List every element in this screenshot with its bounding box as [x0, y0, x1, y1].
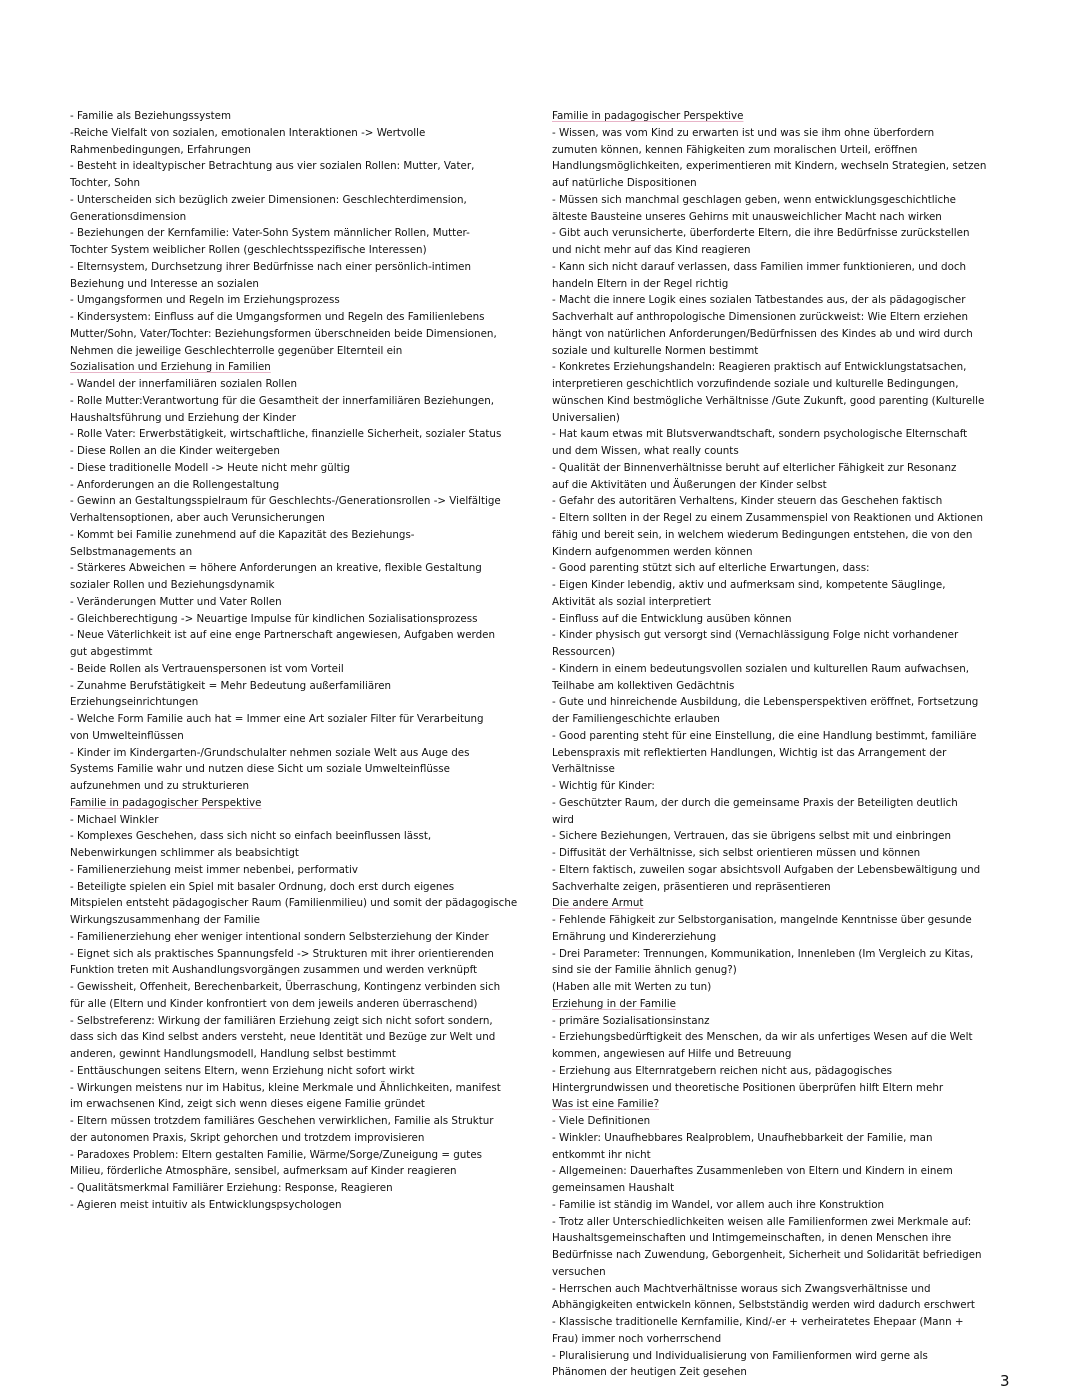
text-line: - Qualität der Binnenverhältnisse beruht auf elterlicher Fähigkeit zur Resonanz: [552, 461, 957, 474]
text-line: - Viele Definitionen: [552, 1115, 651, 1127]
text-line: - Zunahme Berufstätigkeit = Mehr Bedeutung außerfamiliären: [70, 679, 392, 692]
text-line: - Besteht in idealtypischer Betrachtung aus vier sozialen Rollen: Mutter, Vater,: [70, 160, 475, 173]
page-number: 3: [1000, 1372, 1010, 1390]
text-line: Haushaltsführung und Erziehung der Kinder: [70, 411, 297, 424]
section-heading: Erziehung in der Familie: [552, 997, 676, 1010]
text-line: - Beziehungen der Kernfamilie: Vater-Sohn System männlicher Rollen, Mutter-: [70, 227, 470, 240]
text-line: - Konkretes Erziehungshandeln: Reagieren praktisch auf Entwicklungstatsachen,: [552, 361, 967, 374]
text-line: - Neue Väterlichkeit ist auf eine enge Partnerschaft angewiesen, Aufgaben werden: [70, 629, 495, 642]
text-line: gut abgestimmt: [70, 646, 153, 658]
text-line: - Gleichberechtigung -> Neuartige Impulse für kindlichen Sozialisationsprozess: [70, 612, 478, 625]
text-line: Verhaltensoptionen, aber auch Verunsicherungen: [70, 512, 325, 524]
text-line: - Eltern sollten in der Regel zu einem Zusammenspiel von Reaktionen und Aktionen: [552, 512, 983, 524]
text-line: - Pluralisierung und Individualisierung von Familienformen wird gerne als: [552, 1349, 928, 1362]
text-line: - primäre Sozialisationsinstanz: [552, 1014, 710, 1027]
text-line: - Beteiligte spielen ein Spiel mit basaler Ordnung, doch erst durch eigenes: [70, 880, 455, 893]
text-line: - Kinder im Kindergarten-/Grundschulalter nehmen soziale Welt aus Auge des: [70, 746, 470, 759]
section-heading: Familie in padagogischer Perspektive: [70, 796, 262, 809]
text-line: Tochter, Sohn: [70, 177, 141, 189]
text-line: Abhängigkeiten entwickeln können, Selbstständig werden wird dadurch erschwert: [552, 1299, 975, 1312]
text-line: der Familiengeschichte erlauben: [552, 713, 720, 725]
text-line: - Wissen, was vom Kind zu erwarten ist und was sie ihm ohne überfordern: [552, 126, 935, 139]
text-line: - Gute und hinreichende Ausbildung, die Lebensperspektiven eröffnet, Fortsetzung: [552, 696, 979, 709]
text-line: aufzunehmen und zu strukturieren: [70, 780, 249, 792]
text-line: handeln Eltern in der Regel richtig: [552, 277, 729, 290]
text-line: - Kindersystem: Einfluss auf die Umgangsformen und Regeln des Familienlebens: [70, 311, 485, 323]
text-line: interpretieren geschichtlich vorzufindende soziale und kulturelle Bedingungen,: [552, 378, 959, 390]
text-line: und nicht mehr auf das Kind reagieren: [552, 244, 751, 256]
text-line: (Haben alle mit Werten zu tun): [552, 981, 712, 993]
text-line: Selbstmanagements an: [70, 545, 193, 558]
text-line: soziale und kulturelle Normen bestimmt: [552, 344, 759, 357]
text-line: - Eignet sich als praktisches Spannungsfeld -> Strukturen mit ihrer orientierenden: [70, 947, 494, 960]
text-line: auf natürliche Dispositionen: [552, 177, 697, 189]
text-line: - Selbstreferenz: Wirkung der familiären Erziehung zeigt sich nicht sofort sondern,: [70, 1014, 493, 1027]
text-line: - Michael Winkler: [70, 813, 159, 826]
text-line: von Umwelteinflüssen: [70, 729, 184, 742]
text-line: - Allgemeinen: Dauerhaftes Zusammenleben von Eltern und Kindern in einem: [552, 1165, 953, 1178]
text-line: - Hat kaum etwas mit Blutsverwandtschaft, sondern psychologische Elternschaft: [552, 428, 968, 441]
text-line: - Erziehung aus Elternratgebern reichen nicht aus, pädagogisches: [552, 1064, 893, 1077]
text-line: - Fehlende Fähigkeit zur Selbstorganisation, mangelnde Kenntnisse über gesunde: [552, 914, 972, 926]
text-line: - Familienerziehung eher weniger intentional sondern Selbsterziehung der Kinder: [70, 930, 489, 943]
text-line: - Winkler: Unaufhebbares Realproblem, Unaufhebbarkeit der Familie, man: [552, 1131, 933, 1144]
text-line: Bedürfnisse nach Zuwendung, Geborgenheit, Sicherheit und Solidarität befriedigen: [552, 1249, 982, 1261]
text-line: - Familie ist ständig im Wandel, vor allem auch ihre Konstruktion: [552, 1198, 885, 1211]
section-heading: Was ist eine Familie?: [552, 1098, 660, 1111]
text-line: - Veränderungen Mutter und Vater Rollen: [70, 595, 282, 608]
text-line: Erziehungseinrichtungen: [70, 696, 199, 709]
text-line: - Anforderungen an die Rollengestaltung: [70, 478, 280, 491]
text-line: - Beide Rollen als Vertrauenspersonen ist vom Vorteil: [70, 662, 344, 675]
text-line: - Umgangsformen und Regeln im Erziehungsprozess: [70, 294, 340, 307]
text-line: dass sich das Kind selbst anders versteht, neue Identität und Bezüge zur Welt und: [70, 1031, 496, 1044]
text-line: - Wichtig für Kinder:: [552, 780, 655, 792]
text-line: - Familienerziehung meist immer nebenbei, performativ: [70, 863, 358, 876]
text-line: - Stärkeres Abweichen = höhere Anforderungen an kreative, flexible Gestaltung: [70, 562, 482, 575]
section-heading: Die andere Armut: [552, 897, 644, 910]
text-line: auf die Aktivitäten und Äußerungen der Kinder selbst: [552, 478, 827, 491]
text-line: Sachverhalte zeigen, präsentieren und repräsentieren: [552, 880, 831, 893]
text-line: - Enttäuschungen seitens Eltern, wenn Erziehung nicht sofort wirkt: [70, 1064, 415, 1077]
text-line: Ernährung und Kindererziehung: [552, 930, 717, 943]
text-line: - Komplexes Geschehen, dass sich nicht so einfach beeinflussen lässt,: [70, 830, 432, 843]
text-line: im erwachsenen Kind, zeigt sich wenn dieses eigene Familie gründet: [70, 1098, 425, 1111]
text-line: - Eltern faktisch, zuweilen sogar absichtsvoll Aufgaben der Lebensbewältigung und: [552, 863, 981, 876]
text-line: - Kann sich nicht darauf verlassen, dass Familien immer funktionieren, und doch: [552, 260, 967, 273]
text-line: Wirkungszusammenhang der Familie: [70, 914, 260, 926]
text-line: Nebenwirkungen schlimmer als beabsichtigt: [70, 847, 299, 859]
text-line: - Diese traditionelle Modell -> Heute nicht mehr gültig: [70, 461, 351, 474]
text-line: Kindern aufgenommen werden können: [552, 545, 753, 558]
text-line: - Sichere Beziehungen, Vertrauen, das sie übrigens selbst mit und einbringen: [552, 830, 951, 843]
text-line: - Erziehungsbedürftigkeit des Menschen, da wir als unfertiges Wesen auf die Welt: [552, 1031, 973, 1044]
text-line: - Müssen sich manchmal geschlagen geben, wenn entwicklungsgeschichtliche: [552, 193, 957, 206]
text-line: - Qualitätsmerkmal Familiärer Erziehung: Response, Reagieren: [70, 1182, 393, 1194]
text-line: Systems Familie wahr und nutzen diese Sicht um soziale Umwelteinflüsse: [70, 763, 450, 776]
text-line: - Einfluss auf die Entwicklung ausüben können: [552, 612, 792, 625]
text-line: sozialer Rollen und Beziehungsdynamik: [70, 579, 275, 591]
text-line: zumuten können, kennen Fähigkeiten zum moralischen Urteil, eröffnen: [552, 143, 918, 156]
section-heading: Sozialisation und Erziehung in Familien: [70, 361, 271, 374]
text-line: Haushaltsgemeinschaften und Intimgemeinschaften, in denen Menschen ihre: [552, 1232, 952, 1245]
text-line: - Geschützter Raum, der durch die gemeinsame Praxis der Beteiligten deutlich: [552, 796, 958, 809]
text-line: Teilhabe am kollektiven Gedächtnis: [552, 679, 735, 692]
text-line: entkommt ihr nicht: [552, 1148, 651, 1161]
text-line: - Wirkungen meistens nur im Habitus, kleine Merkmale und Ähnlichkeiten, manifest: [70, 1081, 501, 1094]
text-line: fähig und bereit sein, in welchem wiederum Bedingungen entstehen, die von den: [552, 528, 973, 541]
text-line: Mitspielen entsteht pädagogischer Raum (Familienmilieu) und somit der pädagogische: [70, 897, 518, 910]
text-line: Beziehung und Interesse an sozialen: [70, 277, 259, 290]
text-line: Milieu, förderliche Atmosphäre, sensibel, aufmerksam auf Kinder reagieren: [70, 1165, 457, 1178]
text-line: kommen, angewiesen auf Hilfe und Betreuung: [552, 1048, 792, 1060]
text-line: - Agieren meist intuitiv als Entwicklungspsychologen: [70, 1198, 342, 1211]
text-line: Funktion treten mit Aushandlungsvorgängen zusammen und werden verknüpft: [70, 964, 478, 977]
text-line: - Wandel der innerfamiliären sozialen Rollen: [70, 378, 298, 390]
text-line: - Herrschen auch Machtverhältnisse woraus sich Zwangsverhältnisse und: [552, 1282, 931, 1295]
text-line: - Good parenting stützt sich auf elterliche Erwartungen, dass:: [552, 562, 870, 575]
text-line: Sachverhalt auf anthropologische Dimensionen zurückweist: Wie Eltern erziehen: [552, 311, 969, 323]
text-line: - Gefahr des autoritären Verhaltens, Kinder steuern das Geschehen faktisch: [552, 495, 943, 508]
left-column: [70, 108, 522, 1214]
text-line: - Paradoxes Problem: Eltern gestalten Familie, Wärme/Sorge/Zuneigung = gutes: [70, 1148, 483, 1161]
text-line: - Eigen Kinder lebendig, aktiv und aufmerksam sind, kompetente Säuglinge,: [552, 579, 946, 591]
text-line: Mutter/Sohn, Vater/Tochter: Beziehungsformen überschneiden beide Dimensionen,: [70, 327, 497, 340]
text-line: - Welche Form Familie auch hat = Immer eine Art sozialer Filter für Verarbeitung: [70, 713, 484, 725]
text-line: sind sie der Familie ähnlich genug?): [552, 964, 737, 977]
text-line: Nehmen die jeweilige Geschlechterrolle gegenüber Elternteil ein: [70, 344, 403, 357]
section-heading: Familie in padagogischer Perspektive: [552, 110, 744, 122]
text-line: - Good parenting steht für eine Einstellung, die eine Handlung bestimmt, familiäre: [552, 729, 977, 742]
text-line: - Diffusität der Verhältnisse, sich selbst orientieren müssen und können: [552, 847, 921, 859]
text-line: Phänomen der heutigen Zeit gesehen: [552, 1366, 747, 1379]
text-line: wird: [552, 813, 574, 826]
text-line: Lebenspraxis mit reflektierten Handlungen, Wichtig ist das Arrangement der: [552, 746, 947, 759]
text-line: versuchen: [552, 1265, 606, 1278]
text-line: - Drei Parameter: Trennungen, Kommunikation, Innenleben (Im Vergleich zu Kitas,: [552, 947, 974, 960]
text-line: - Gewissheit, Offenheit, Berechenbarkeit, Überraschung, Kontingenz verbinden sich: [70, 981, 501, 993]
text-line: Frau) immer noch vorherrschend: [552, 1332, 722, 1345]
text-line: - Kinder physisch gut versorgt sind (Vernachlässigung Folge nicht vorhandener: [552, 629, 959, 642]
text-line: Hintergrundwissen und theoretische Positionen überprüfen hilft Eltern mehr: [552, 1081, 944, 1094]
text-line: - Trotz aller Unterschiedlichkeiten weisen alle Familienformen zwei Merkmale auf:: [552, 1215, 972, 1228]
text-line: Generationsdimension: [70, 210, 187, 223]
text-line: - Unterscheiden sich bezüglich zweier Dimensionen: Geschlechterdimension,: [70, 193, 467, 206]
text-line: - Gewinn an Gestaltungsspielraum für Geschlechts-/Generationsrollen -> Vielfältige: [70, 495, 501, 508]
text-line: - Rolle Mutter:Verantwortung für die Gesamtheit der innerfamiliären Beziehungen,: [70, 394, 495, 407]
text-line: hängt von natürlichen Anforderungen/Bedürfnissen des Kindes ab und wird durch: [552, 327, 973, 340]
text-line: Verhältnisse: [552, 763, 615, 776]
text-line: Rahmenbedingungen, Erfahrungen: [70, 143, 251, 156]
text-line: - Diese Rollen an die Kinder weitergeben: [70, 445, 280, 457]
text-line: - Kommt bei Familie zunehmend auf die Kapazität des Beziehungs-: [70, 528, 415, 541]
text-line: der autonomen Praxis, Skript gehorchen und trotzdem improvisieren: [70, 1131, 425, 1144]
text-line: für alle (Eltern und Kinder konfrontiert von dem jeweils anderen überraschend): [70, 997, 478, 1010]
text-line: - Familie als Beziehungssystem: [70, 110, 232, 122]
text-line: -Reiche Vielfalt von sozialen, emotionalen Interaktionen -> Wertvolle: [70, 126, 426, 139]
text-line: - Klassische traditionelle Kernfamilie, Kind/-er + verheiratetes Ehepaar (Mann +: [552, 1316, 964, 1328]
right-column: [552, 108, 996, 1381]
text-line: Tochter System weiblicher Rollen (geschlechtsspezifische Interessen): [70, 244, 427, 256]
text-line: und dem Wissen, what really counts: [552, 445, 739, 457]
text-line: Aktivität als sozial interpretiert: [552, 595, 712, 608]
text-line: - Eltern müssen trotzdem familiäres Geschehen verwirklichen, Familie als Struktur: [70, 1115, 494, 1127]
text-line: - Macht die innere Logik eines sozialen Tatbestandes aus, der als pädagogischer: [552, 294, 966, 307]
text-line: anderen, gewinnt Handlungsmodell, Handlung selbst bestimmt: [70, 1048, 396, 1060]
text-line: - Kindern in einem bedeutungsvollen sozialen und kulturellen Raum aufwachsen,: [552, 662, 970, 675]
text-line: wünschen Kind bestmögliche Verhältnisse /Gute Zukunft, good parenting (Kulturelle: [552, 394, 985, 407]
text-line: älteste Bausteine unseres Gehirns mit unausweichlicher Macht nach wirken: [552, 210, 942, 223]
text-line: - Gibt auch verunsicherte, überforderte Eltern, die ihre Bedürfnisse zurückstellen: [552, 227, 970, 240]
text-line: Ressourcen): [552, 646, 616, 658]
text-line: - Rolle Vater: Erwerbstätigkeit, wirtschaftliche, finanzielle Sicherheit, sozialer Status: [70, 428, 502, 441]
text-line: gemeinsamen Haushalt: [552, 1182, 675, 1194]
text-line: Handlungsmöglichkeiten, experimentieren mit Kindern, wechseln Strategien, setzen: [552, 160, 987, 173]
text-line: Universalien): [552, 411, 620, 424]
text-line: - Elternsystem, Durchsetzung ihrer Bedürfnisse nach einer persönlich-intimen: [70, 260, 471, 273]
